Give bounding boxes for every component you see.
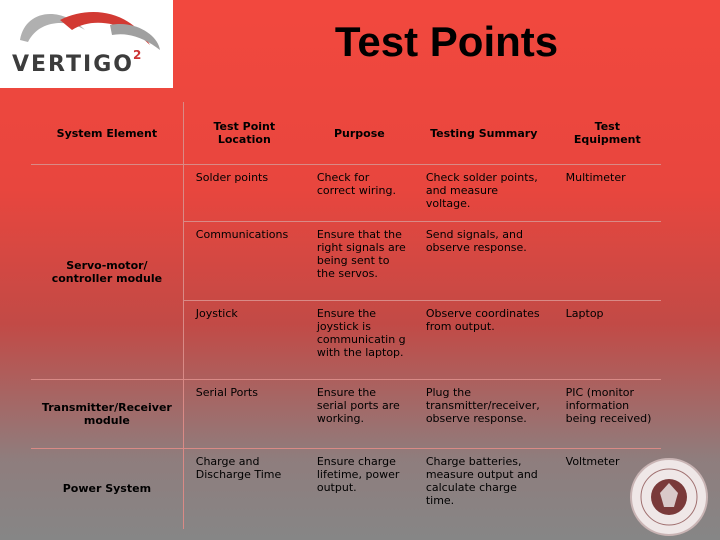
- location-cell: Joystick: [183, 301, 305, 380]
- location-cell: Communications: [183, 222, 305, 301]
- vertigo-logo: [0, 0, 173, 88]
- location-cell: Serial Ports: [183, 380, 305, 449]
- purpose-cell: Check for correct wiring.: [305, 165, 414, 222]
- table-header-row: [31, 102, 661, 165]
- system-element-cell: Servo-motor/ controller module: [31, 165, 183, 380]
- table-row: [31, 165, 661, 222]
- logo-superscript: 2: [133, 48, 142, 62]
- location-cell: Charge and Discharge Time: [183, 449, 305, 529]
- header-test-point-location: Test Point Location: [183, 102, 305, 165]
- university-seal-icon: [624, 453, 714, 538]
- location-cell: Solder points: [183, 165, 305, 222]
- summary-cell: Check solder points, and measure voltage.: [414, 165, 554, 222]
- header-system-element: System Element: [56, 126, 158, 140]
- summary-cell: Observe coordinates from output.: [414, 301, 554, 380]
- page-title: Test Points: [334, 18, 559, 65]
- equipment-cell: PIC (monitor information being received): [554, 380, 661, 449]
- table-row: [31, 380, 661, 449]
- purpose-cell: Ensure the serial ports are working.: [305, 380, 414, 449]
- equipment-cell: Laptop: [554, 301, 661, 380]
- system-element-cell: Transmitter/Receiver module: [31, 380, 183, 449]
- equipment-cell: [554, 222, 661, 301]
- summary-cell: Charge batteries, measure output and calculate charge time.: [414, 449, 554, 529]
- logo-text: VERTIGO: [12, 52, 134, 77]
- summary-cell: Plug the transmitter/receiver, observe response.: [414, 380, 554, 449]
- purpose-cell: Ensure charge lifetime, power output.: [305, 449, 414, 529]
- equipment-cell: Multimeter: [554, 165, 661, 222]
- header-purpose: Purpose: [333, 126, 385, 140]
- table-row: [31, 449, 661, 529]
- equipment-cell: Voltmeter: [554, 449, 661, 529]
- summary-cell: Send signals, and observe response.: [414, 222, 554, 301]
- purpose-cell: Ensure that the right signals are being sent to the servos.: [305, 222, 414, 301]
- purpose-cell: Ensure the joystick is communicatin g with the laptop.: [305, 301, 414, 380]
- test-points-table: [31, 102, 661, 529]
- header-test-equipment: Test Equipment: [573, 120, 641, 146]
- header-testing-summary: Testing Summary: [430, 126, 538, 140]
- system-element-cell: Power System: [31, 449, 183, 529]
